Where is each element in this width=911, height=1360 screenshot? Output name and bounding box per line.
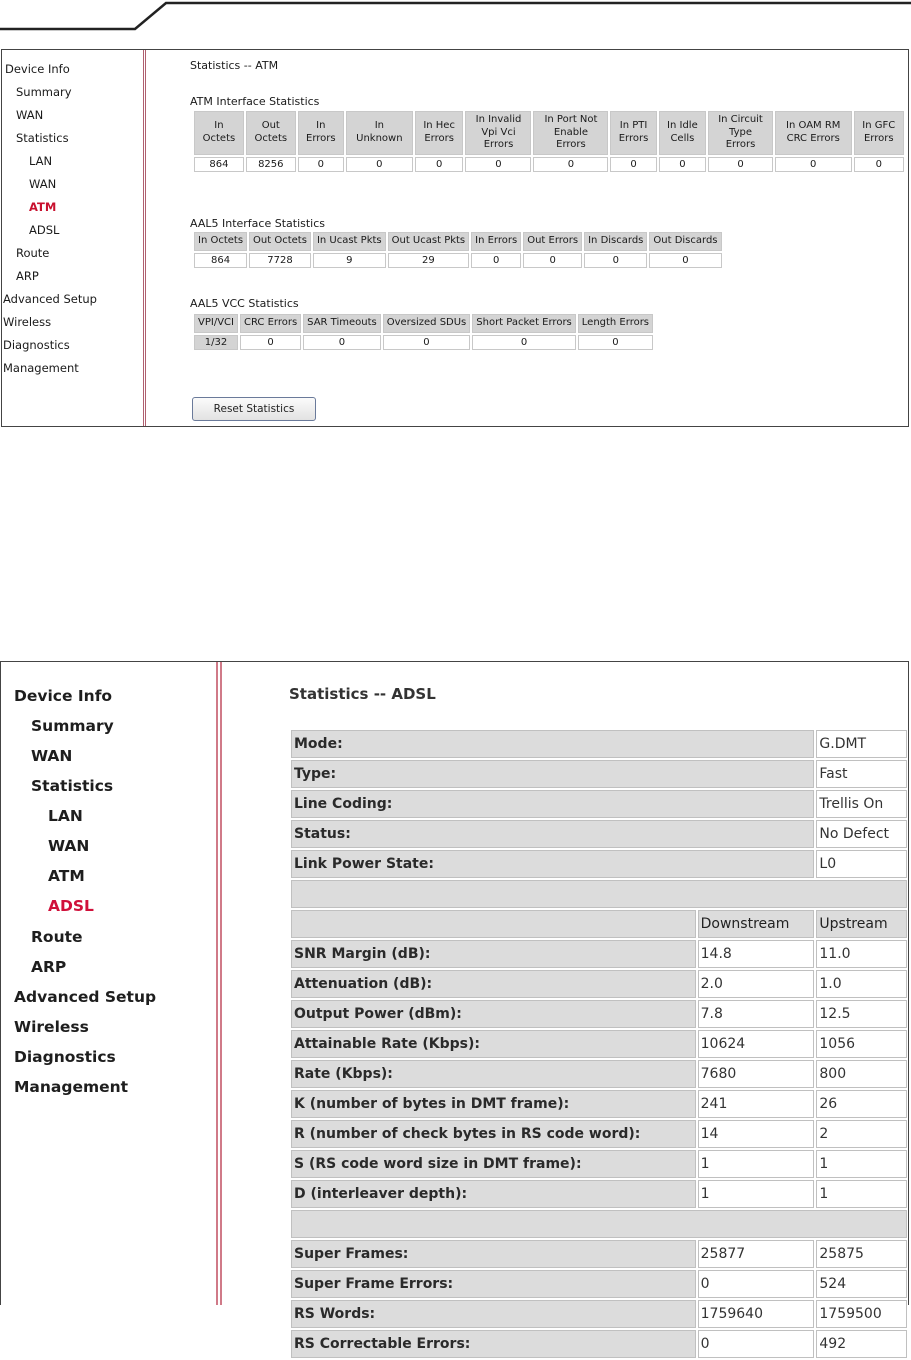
table-row (291, 1270, 907, 1298)
sidebar-nav (1, 662, 222, 1305)
column-header: Short Packet Errors (472, 314, 576, 333)
downstream-value: 0 (698, 1270, 815, 1298)
table-cell: 0 (610, 157, 656, 172)
table-cell: 0 (659, 157, 707, 172)
row-label: D (interleaver depth): (291, 1180, 696, 1208)
nav-statistics-lan[interactable]: LAN (29, 154, 53, 168)
nav-statistics-adsl[interactable]: ADSL (48, 897, 94, 915)
page-title: Statistics -- ADSL (289, 685, 436, 703)
reset-statistics-button[interactable]: Reset Statistics (192, 397, 316, 421)
table-row (291, 1180, 907, 1208)
column-header-downstream: Downstream (698, 910, 815, 938)
nav-statistics-adsl[interactable]: ADSL (29, 223, 60, 237)
table-row (291, 880, 907, 908)
table-row (291, 1030, 907, 1058)
table-cell: 0 (346, 157, 413, 172)
table-cell: 0 (775, 157, 852, 172)
row-label: Mode: (291, 730, 814, 758)
table-cell: 0 (471, 253, 521, 268)
column-header (610, 111, 656, 155)
nav-statistics-atm[interactable]: ATM (48, 867, 85, 885)
upstream-value: 1 (816, 1180, 907, 1208)
column-header-line: Errors (618, 132, 649, 144)
downstream-value: 241 (698, 1090, 815, 1118)
column-header-line: Vpi Vci (481, 126, 516, 138)
table-cell: 0 (383, 335, 471, 350)
column-header-line: In (374, 120, 384, 132)
column-header: CRC Errors (240, 314, 301, 333)
table-row (291, 1120, 907, 1148)
table-cell: 0 (303, 335, 381, 350)
table-cell: 8256 (246, 157, 296, 172)
column-header (298, 111, 344, 155)
column-header: Out Errors (523, 232, 582, 251)
downstream-value: 1 (698, 1150, 815, 1178)
spacer-cell (291, 880, 907, 908)
column-header-line: Out (261, 120, 280, 132)
column-header (415, 111, 464, 155)
column-header-line: Errors (306, 132, 336, 144)
column-header-line: Errors (483, 139, 514, 150)
column-header-line: In Invalid (475, 114, 522, 125)
table-row (291, 1330, 907, 1358)
table-cell: 864 (194, 253, 247, 268)
table-cell: 0 (523, 253, 582, 268)
row-label: Rate (Kbps): (291, 1060, 696, 1088)
aal5-vcc-title: AAL5 VCC Statistics (190, 297, 299, 310)
table-row (291, 1240, 907, 1268)
column-header: Length Errors (578, 314, 653, 333)
column-header-line: Errors (424, 132, 454, 144)
table-row (291, 1300, 907, 1328)
atm-interface-table (192, 109, 906, 174)
row-label: S (RS code word size in DMT frame): (291, 1150, 696, 1178)
downstream-value: 7.8 (698, 1000, 815, 1028)
column-header-line: In (316, 120, 326, 132)
sidebar-nav (2, 50, 146, 426)
column-header: In Ucast Pkts (313, 232, 386, 251)
table-row (291, 730, 907, 758)
column-header: Out Ucast Pkts (388, 232, 470, 251)
table-row (291, 1000, 907, 1028)
column-header-line: CRC Errors (786, 132, 840, 144)
column-header-line: In OAM RM (786, 120, 841, 132)
column-header-line: Errors (863, 132, 894, 144)
row-label: Super Frame Errors: (291, 1270, 696, 1298)
vpi-vci-cell: 1/32 (194, 335, 238, 350)
upstream-value: 2 (816, 1120, 907, 1148)
upstream-value: 492 (816, 1330, 907, 1358)
downstream-value: 25877 (698, 1240, 815, 1268)
table-cell: 0 (533, 157, 608, 172)
table-row (291, 1060, 907, 1088)
column-header-line: In PTI (619, 120, 648, 132)
table-row (291, 850, 907, 878)
upstream-value: 12.5 (816, 1000, 907, 1028)
table-cell: 0 (415, 157, 464, 172)
column-header (346, 111, 413, 155)
nav-diagnostics[interactable]: Diagnostics (3, 338, 70, 352)
atm-statistics-panel (1, 49, 909, 427)
header-divider (0, 0, 911, 32)
table-cell: 864 (194, 157, 244, 172)
aal5-vcc-table (192, 312, 655, 352)
nav-device-info[interactable]: Device Info (5, 62, 70, 76)
downstream-value: 14 (698, 1120, 815, 1148)
downstream-value: 10624 (698, 1030, 815, 1058)
nav-device-info[interactable]: Device Info (14, 687, 113, 705)
table-row (291, 1090, 907, 1118)
adsl-content (229, 662, 908, 1352)
table-row (291, 820, 907, 848)
nav-summary[interactable]: Summary (16, 85, 72, 99)
table-row (291, 1210, 907, 1238)
row-label: Super Frames: (291, 1240, 696, 1268)
upstream-value: 524 (816, 1270, 907, 1298)
column-header-line: In Port Not (544, 114, 598, 125)
table-cell: 0 (472, 335, 576, 350)
table-cell: 0 (465, 157, 531, 172)
table-cell: 0 (854, 157, 904, 172)
column-header-line: Enable (553, 126, 588, 138)
nav-route[interactable]: Route (31, 928, 83, 946)
column-header-line: In Circuit (718, 114, 763, 125)
nav-management[interactable]: Management (14, 1078, 129, 1096)
column-header (246, 111, 296, 155)
column-header-line: Errors (556, 139, 586, 150)
upstream-value: 25875 (816, 1240, 907, 1268)
downstream-value: 0 (698, 1330, 815, 1358)
column-header-line: Type (729, 126, 753, 138)
row-label: Attenuation (dB): (291, 970, 696, 998)
column-header (775, 111, 852, 155)
upstream-value: 800 (816, 1060, 907, 1088)
column-header: Out Octets (249, 232, 311, 251)
row-value: L0 (816, 850, 907, 878)
column-header (659, 111, 707, 155)
upstream-value: 1 (816, 1150, 907, 1178)
nav-statistics-atm[interactable]: ATM (29, 200, 57, 214)
upstream-value: 1.0 (816, 970, 907, 998)
row-label: RS Correctable Errors: (291, 1330, 696, 1358)
column-header: Out Discards (649, 232, 721, 251)
table-cell: 0 (584, 253, 647, 268)
aal5-interface-title: AAL5 Interface Statistics (190, 217, 326, 230)
nav-advanced-setup[interactable]: Advanced Setup (14, 988, 157, 1006)
row-label: Line Coding: (291, 790, 814, 818)
table-cell: 0 (649, 253, 721, 268)
table-row (291, 940, 907, 968)
column-header-line: Octets (202, 132, 236, 144)
column-header-upstream: Upstream (816, 910, 907, 938)
nav-arp[interactable]: ARP (16, 269, 39, 283)
nav-route[interactable]: Route (16, 246, 50, 260)
column-header (533, 111, 608, 155)
column-header: Oversized SDUs (383, 314, 471, 333)
column-header: In Discards (584, 232, 647, 251)
column-header (854, 111, 904, 155)
table-cell: 0 (298, 157, 344, 172)
spacer-cell (291, 1210, 907, 1238)
table-row (291, 1150, 907, 1178)
column-header: VPI/VCI (194, 314, 238, 333)
column-header: In Octets (194, 232, 247, 251)
table-row (291, 760, 907, 788)
nav-statistics-wan[interactable]: WAN (48, 837, 90, 855)
column-header (465, 111, 531, 155)
row-value: G.DMT (816, 730, 907, 758)
column-header-line: Unknown (356, 132, 403, 144)
upstream-value: 11.0 (816, 940, 907, 968)
row-label: Output Power (dBm): (291, 1000, 696, 1028)
column-header-line: Cells (670, 132, 695, 144)
downstream-value: 7680 (698, 1060, 815, 1088)
column-header-line: In Hec (423, 120, 455, 132)
nav-statistics[interactable]: Statistics (16, 131, 69, 145)
nav-advanced-setup[interactable]: Advanced Setup (3, 292, 97, 306)
nav-statistics-wan[interactable]: WAN (29, 177, 57, 191)
column-header-line: In GFC (862, 120, 896, 132)
nav-wireless[interactable]: Wireless (3, 315, 52, 329)
row-label: R (number of check bytes in RS code word): (291, 1120, 696, 1148)
table-cell: 0 (578, 335, 653, 350)
adsl-statistics-panel (0, 661, 909, 1352)
nav-diagnostics[interactable]: Diagnostics (14, 1048, 116, 1066)
row-label: K (number of bytes in DMT frame): (291, 1090, 696, 1118)
column-header-line: Octets (254, 132, 288, 144)
table-row (291, 790, 907, 818)
column-header (194, 111, 244, 155)
row-value: Trellis On (816, 790, 907, 818)
nav-wan[interactable]: WAN (16, 108, 44, 122)
atm-content (190, 50, 906, 426)
nav-wireless[interactable]: Wireless (14, 1018, 89, 1036)
upstream-value: 1759500 (816, 1300, 907, 1328)
column-header: SAR Timeouts (303, 314, 381, 333)
atm-interface-title: ATM Interface Statistics (190, 95, 320, 108)
table-row (291, 910, 907, 938)
table-row (291, 970, 907, 998)
column-header: In Errors (471, 232, 521, 251)
row-label: Link Power State: (291, 850, 814, 878)
downstream-value: 2.0 (698, 970, 815, 998)
nav-statistics-lan[interactable]: LAN (48, 807, 83, 825)
row-label: SNR Margin (dB): (291, 940, 696, 968)
column-header-line: In (214, 120, 224, 132)
nav-wan[interactable]: WAN (31, 747, 73, 765)
upstream-value: 26 (816, 1090, 907, 1118)
nav-arp[interactable]: ARP (31, 958, 67, 976)
row-label: Attainable Rate (Kbps): (291, 1030, 696, 1058)
row-label: RS Words: (291, 1300, 696, 1328)
nav-management[interactable]: Management (3, 361, 79, 375)
column-header (708, 111, 773, 155)
table-cell: 0 (708, 157, 773, 172)
header-spacer (291, 910, 696, 938)
downstream-value: 1759640 (698, 1300, 815, 1328)
row-label: Type: (291, 760, 814, 788)
column-header-line: Errors (725, 139, 756, 150)
row-value: Fast (816, 760, 907, 788)
column-header-line: In Idle (667, 120, 698, 132)
table-cell: 0 (240, 335, 301, 350)
downstream-value: 1 (698, 1180, 815, 1208)
nav-summary[interactable]: Summary (31, 717, 114, 735)
nav-statistics[interactable]: Statistics (31, 777, 114, 795)
row-label: Status: (291, 820, 814, 848)
table-cell: 29 (388, 253, 470, 268)
table-cell: 9 (313, 253, 386, 268)
row-value: No Defect (816, 820, 907, 848)
table-cell: 7728 (249, 253, 311, 268)
adsl-statistics-table (289, 728, 909, 1360)
page-title: Statistics -- ATM (190, 59, 279, 72)
downstream-value: 14.8 (698, 940, 815, 968)
upstream-value: 1056 (816, 1030, 907, 1058)
aal5-interface-table (192, 230, 724, 270)
